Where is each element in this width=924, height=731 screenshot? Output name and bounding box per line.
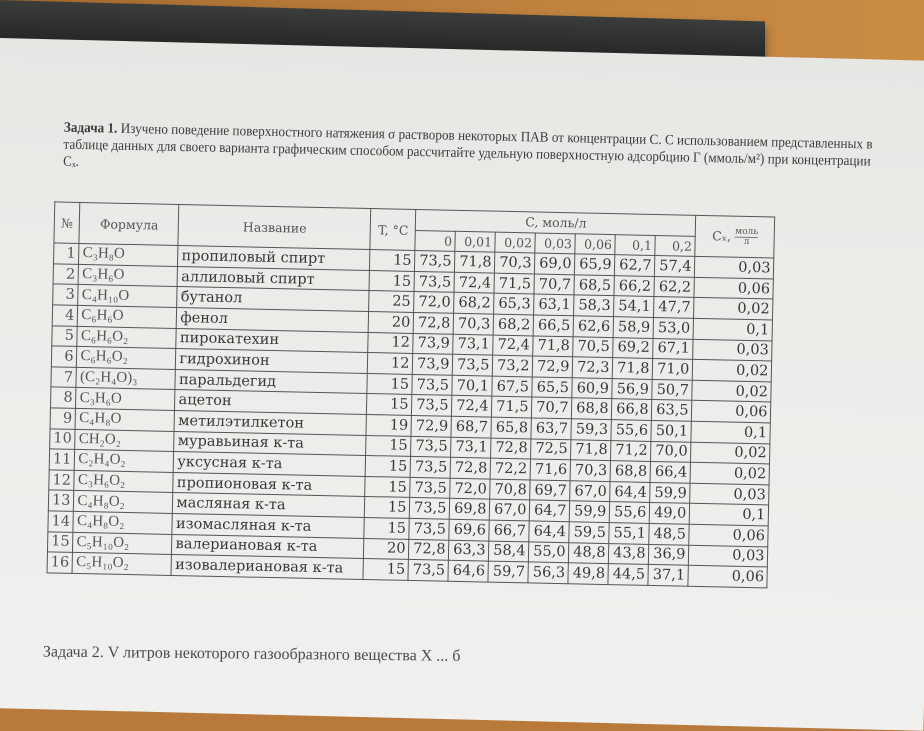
task1-paragraph: [63, 120, 882, 188]
row-substance-name: метилэтилкетон: [174, 410, 366, 435]
row-cx: 0,02: [693, 359, 772, 381]
row-temperature: 15: [367, 394, 412, 416]
row-surface-tension: 71,0: [653, 359, 693, 380]
row-temperature: 25: [369, 291, 414, 313]
row-surface-tension: 54,1: [614, 296, 654, 317]
row-surface-tension: 55,1: [609, 523, 649, 544]
row-surface-tension: 65,9: [575, 254, 615, 275]
row-surface-tension: 73,5: [415, 251, 455, 272]
row-surface-tension: 72,5: [531, 438, 571, 459]
row-formula: C₃H₆O₂: [74, 470, 173, 493]
row-surface-tension: 48,5: [649, 523, 689, 544]
row-surface-tension: 71,8: [571, 439, 611, 460]
row-formula: C₄H₁₀O: [78, 285, 177, 308]
row-surface-tension: 55,6: [610, 502, 650, 523]
row-temperature: 12: [368, 332, 413, 354]
row-cx: 0,02: [694, 298, 773, 320]
row-surface-tension: 70,3: [571, 460, 611, 481]
row-number: 6: [51, 346, 77, 367]
row-surface-tension: 62,7: [615, 255, 655, 276]
row-number: 12: [49, 470, 75, 491]
row-formula: (C₂H₄O)₃: [76, 367, 175, 390]
row-surface-tension: 65,5: [532, 377, 572, 398]
row-cx: 0,03: [690, 483, 769, 505]
concentration-header: 0,2: [655, 235, 695, 256]
row-surface-tension: 69,0: [535, 253, 575, 274]
row-temperature: 15: [365, 497, 410, 519]
row-surface-tension: 68,2: [454, 293, 494, 314]
row-surface-tension: 48,8: [569, 542, 609, 563]
row-formula: C₃H₆O: [79, 264, 178, 287]
row-formula: C₂H₄O₂: [75, 450, 174, 473]
row-surface-tension: 53,0: [654, 317, 694, 338]
row-formula: C₆H₆O₂: [77, 326, 176, 349]
row-number: 1: [54, 243, 80, 264]
row-temperature: 15: [364, 517, 409, 539]
row-surface-tension: 66,5: [534, 315, 574, 336]
row-surface-tension: 64,6: [448, 560, 488, 581]
row-surface-tension: 72,4: [454, 272, 494, 293]
row-surface-tension: 73,5: [409, 518, 449, 539]
row-surface-tension: 64,4: [529, 521, 569, 542]
row-formula: C₃H₆O: [76, 388, 175, 411]
row-number: 3: [53, 284, 79, 305]
row-surface-tension: 70,0: [651, 441, 691, 462]
row-substance-name: гидрохинон: [176, 349, 368, 374]
row-number: 7: [51, 367, 77, 388]
row-surface-tension: 73,5: [411, 436, 451, 457]
row-formula: C₅H₁₀O₂: [72, 552, 171, 575]
row-temperature: 15: [370, 250, 415, 272]
header-name: Название: [178, 205, 371, 250]
row-surface-tension: 58,3: [574, 295, 614, 316]
row-surface-tension: 71,5: [492, 396, 532, 417]
row-surface-tension: 58,4: [489, 541, 529, 562]
row-formula: C₆H₆O₂: [77, 347, 176, 370]
concentration-header: 0: [415, 230, 455, 251]
row-surface-tension: 70,5: [573, 336, 613, 357]
row-surface-tension: 72,2: [491, 458, 531, 479]
row-surface-tension: 36,9: [649, 544, 689, 565]
row-surface-tension: 70,7: [534, 274, 574, 295]
row-surface-tension: 63,3: [449, 540, 489, 561]
row-surface-tension: 71,8: [613, 358, 653, 379]
row-surface-tension: 73,5: [408, 560, 448, 581]
row-surface-tension: 66,7: [489, 520, 529, 541]
row-number: 13: [48, 490, 74, 511]
row-surface-tension: 71,8: [455, 251, 495, 272]
row-surface-tension: 70,1: [452, 375, 492, 396]
row-surface-tension: 49,8: [568, 563, 608, 584]
row-surface-tension: 66,2: [614, 275, 654, 296]
row-temperature: 15: [369, 270, 414, 292]
row-surface-tension: 71,5: [494, 273, 534, 294]
row-cx: 0,1: [691, 421, 770, 443]
task2-partial-text: Задача 2. V литров некоторого газообразного вещества X ... б: [42, 643, 461, 665]
row-surface-tension: 68,8: [572, 398, 612, 419]
row-surface-tension: 69,7: [530, 480, 570, 501]
row-cx: 0,03: [693, 339, 772, 361]
row-surface-tension: 69,6: [449, 519, 489, 540]
row-surface-tension: 72,8: [414, 312, 454, 333]
row-surface-tension: 71,2: [611, 440, 651, 461]
row-temperature: 20: [364, 538, 409, 560]
header-formula: Формула: [79, 202, 179, 245]
row-surface-tension: 67,0: [570, 480, 610, 501]
row-temperature: 15: [363, 559, 408, 581]
row-surface-tension: 55,6: [611, 420, 651, 441]
row-surface-tension: 62,2: [654, 276, 694, 297]
row-surface-tension: 70,8: [490, 479, 530, 500]
row-number: 14: [48, 511, 74, 532]
row-surface-tension: 37,1: [648, 565, 688, 586]
row-surface-tension: 73,9: [413, 354, 453, 375]
row-surface-tension: 72,8: [451, 457, 491, 478]
row-formula: C₃H₈O: [79, 244, 178, 267]
row-cx: 0,1: [694, 318, 773, 340]
row-substance-name: масляная к-та: [173, 493, 365, 518]
row-cx: 0,06: [689, 524, 768, 546]
row-number: 4: [52, 305, 78, 326]
row-substance-name: бутанол: [177, 287, 369, 312]
row-substance-name: уксусная к-та: [174, 452, 366, 477]
row-temperature: 15: [366, 456, 411, 478]
row-temperature: 19: [366, 414, 411, 436]
row-surface-tension: 59,7: [488, 561, 528, 582]
row-surface-tension: 56,3: [528, 562, 568, 583]
row-formula: C₄H₈O: [76, 408, 175, 431]
concentration-header: 0,1: [615, 234, 655, 255]
task1-label: Задача 1.: [63, 119, 118, 137]
row-surface-tension: 73,5: [453, 354, 493, 375]
row-surface-tension: 70,3: [495, 252, 535, 273]
surface-tension-table: [47, 201, 776, 588]
header-concentration: C, моль/л: [416, 209, 696, 235]
row-cx: 0,06: [694, 277, 773, 299]
row-substance-name: пирокатехин: [176, 328, 368, 353]
task1-text: Изучено поведение поверхностного натяжения σ растворов некоторых ПАВ от концентрации C. С использованием представленных в таблице данных для своего варианта графическим способом рассчитайте удельную поверхностную адсорбцию Γ (ммоль/м²) при концентрации Cₓ.: [62, 120, 873, 170]
row-surface-tension: 73,5: [412, 395, 452, 416]
row-surface-tension: 59,5: [569, 522, 609, 543]
row-number: 10: [50, 428, 76, 449]
concentration-header: 0,02: [495, 232, 535, 253]
paper-sheet: [0, 38, 924, 731]
row-surface-tension: 63,7: [531, 418, 571, 439]
row-cx: 0,02: [691, 442, 770, 464]
row-surface-tension: 72,9: [411, 415, 451, 436]
row-surface-tension: 59,3: [571, 419, 611, 440]
row-surface-tension: 73,2: [493, 355, 533, 376]
row-surface-tension: 72,3: [573, 357, 613, 378]
row-substance-name: пропионовая к-та: [173, 472, 365, 497]
row-surface-tension: 72,4: [452, 396, 492, 417]
row-surface-tension: 64,7: [530, 500, 570, 521]
row-cx: 0,06: [688, 565, 767, 587]
cx-unit: [735, 227, 758, 246]
row-temperature: 15: [365, 476, 410, 498]
row-substance-name: пропиловый спирт: [178, 246, 370, 271]
row-number: 5: [52, 325, 78, 346]
cx-unit-bottom: л: [743, 236, 750, 247]
header-cx: [695, 215, 775, 258]
row-substance-name: валериановая к-та: [172, 534, 364, 559]
row-cx: 0,1: [690, 504, 769, 526]
row-surface-tension: 68,7: [451, 416, 491, 437]
row-substance-name: ацетон: [175, 390, 367, 415]
row-surface-tension: 67,1: [653, 338, 693, 359]
row-surface-tension: 73,5: [410, 498, 450, 519]
row-temperature: 12: [368, 353, 413, 375]
concentration-header: 0,03: [535, 233, 575, 254]
row-surface-tension: 65,3: [494, 294, 534, 315]
row-surface-tension: 50,7: [652, 379, 692, 400]
row-surface-tension: 66,8: [612, 399, 652, 420]
row-formula: C₄H₈O₂: [73, 511, 172, 534]
row-number: 9: [50, 408, 76, 429]
row-surface-tension: 49,0: [650, 503, 690, 524]
table-body: [47, 243, 774, 588]
row-surface-tension: 70,7: [532, 397, 572, 418]
row-cx: 0,03: [695, 257, 774, 279]
row-surface-tension: 63,1: [534, 294, 574, 315]
row-formula: C₄H₈O₂: [74, 491, 173, 514]
row-surface-tension: 72,0: [414, 292, 454, 313]
row-substance-name: изовалериановая к-та: [171, 555, 363, 580]
row-surface-tension: 55,0: [529, 541, 569, 562]
row-surface-tension: 73,5: [410, 477, 450, 498]
row-surface-tension: 60,9: [572, 378, 612, 399]
row-substance-name: паральдегид: [175, 369, 367, 394]
row-surface-tension: 67,5: [492, 376, 532, 397]
row-surface-tension: 71,6: [531, 459, 571, 480]
row-surface-tension: 43,8: [609, 543, 649, 564]
row-temperature: 15: [366, 435, 411, 457]
row-substance-name: фенол: [177, 307, 369, 332]
row-surface-tension: 73,1: [453, 334, 493, 355]
row-number: 16: [47, 552, 73, 573]
row-number: 11: [49, 449, 75, 470]
row-temperature: 20: [369, 311, 414, 333]
row-substance-name: изомасляная к-та: [172, 513, 364, 538]
row-surface-tension: 72,8: [409, 539, 449, 560]
row-number: 2: [53, 264, 79, 285]
row-surface-tension: 65,8: [491, 417, 531, 438]
row-cx: 0,06: [692, 401, 771, 423]
row-surface-tension: 50,1: [651, 420, 691, 441]
row-surface-tension: 68,2: [494, 314, 534, 335]
row-surface-tension: 70,3: [454, 313, 494, 334]
row-substance-name: муравьиная к-та: [174, 431, 366, 456]
row-surface-tension: 44,5: [608, 564, 648, 585]
row-surface-tension: 66,4: [651, 462, 691, 483]
header-no: №: [54, 202, 80, 244]
row-surface-tension: 69,8: [450, 499, 490, 520]
row-surface-tension: 68,5: [574, 275, 614, 296]
row-formula: CH₂O₂: [75, 429, 174, 452]
row-surface-tension: 72,0: [450, 478, 490, 499]
row-surface-tension: 47,7: [654, 297, 694, 318]
concentration-header: 0,01: [455, 231, 495, 252]
header-temp: T, °C: [370, 209, 416, 251]
row-surface-tension: 59,9: [570, 501, 610, 522]
row-surface-tension: 72,9: [533, 356, 573, 377]
row-surface-tension: 67,0: [490, 499, 530, 520]
row-formula: C₅H₁₀O₂: [73, 532, 172, 555]
row-temperature: 15: [367, 373, 412, 395]
row-number: 8: [50, 387, 76, 408]
row-surface-tension: 62,6: [574, 316, 614, 337]
row-formula: C₆H₆O: [78, 305, 177, 328]
row-cx: 0,03: [689, 545, 768, 567]
row-cx: 0,02: [692, 380, 771, 402]
row-substance-name: аллиловый спирт: [178, 266, 370, 291]
row-surface-tension: 69,2: [613, 337, 653, 358]
row-surface-tension: 58,9: [614, 317, 654, 338]
row-surface-tension: 73,5: [411, 457, 451, 478]
row-surface-tension: 73,5: [414, 271, 454, 292]
row-surface-tension: 59,9: [650, 482, 690, 503]
row-surface-tension: 68,8: [611, 461, 651, 482]
row-surface-tension: 64,4: [610, 481, 650, 502]
row-number: 15: [47, 531, 73, 552]
cx-label: Cₓ,: [712, 227, 732, 244]
row-surface-tension: 71,8: [533, 336, 573, 357]
row-surface-tension: 57,4: [655, 256, 695, 277]
row-surface-tension: 63,5: [652, 400, 692, 421]
row-surface-tension: 72,4: [493, 335, 533, 356]
row-cx: 0,02: [691, 462, 770, 484]
row-surface-tension: 72,8: [491, 438, 531, 459]
cx-unit-top: моль: [735, 226, 759, 237]
row-surface-tension: 73,9: [413, 333, 453, 354]
row-surface-tension: 73,5: [412, 374, 452, 395]
document-content: [42, 119, 884, 665]
row-surface-tension: 73,1: [451, 437, 491, 458]
row-surface-tension: 56,9: [612, 378, 652, 399]
concentration-header: 0,06: [575, 233, 615, 254]
